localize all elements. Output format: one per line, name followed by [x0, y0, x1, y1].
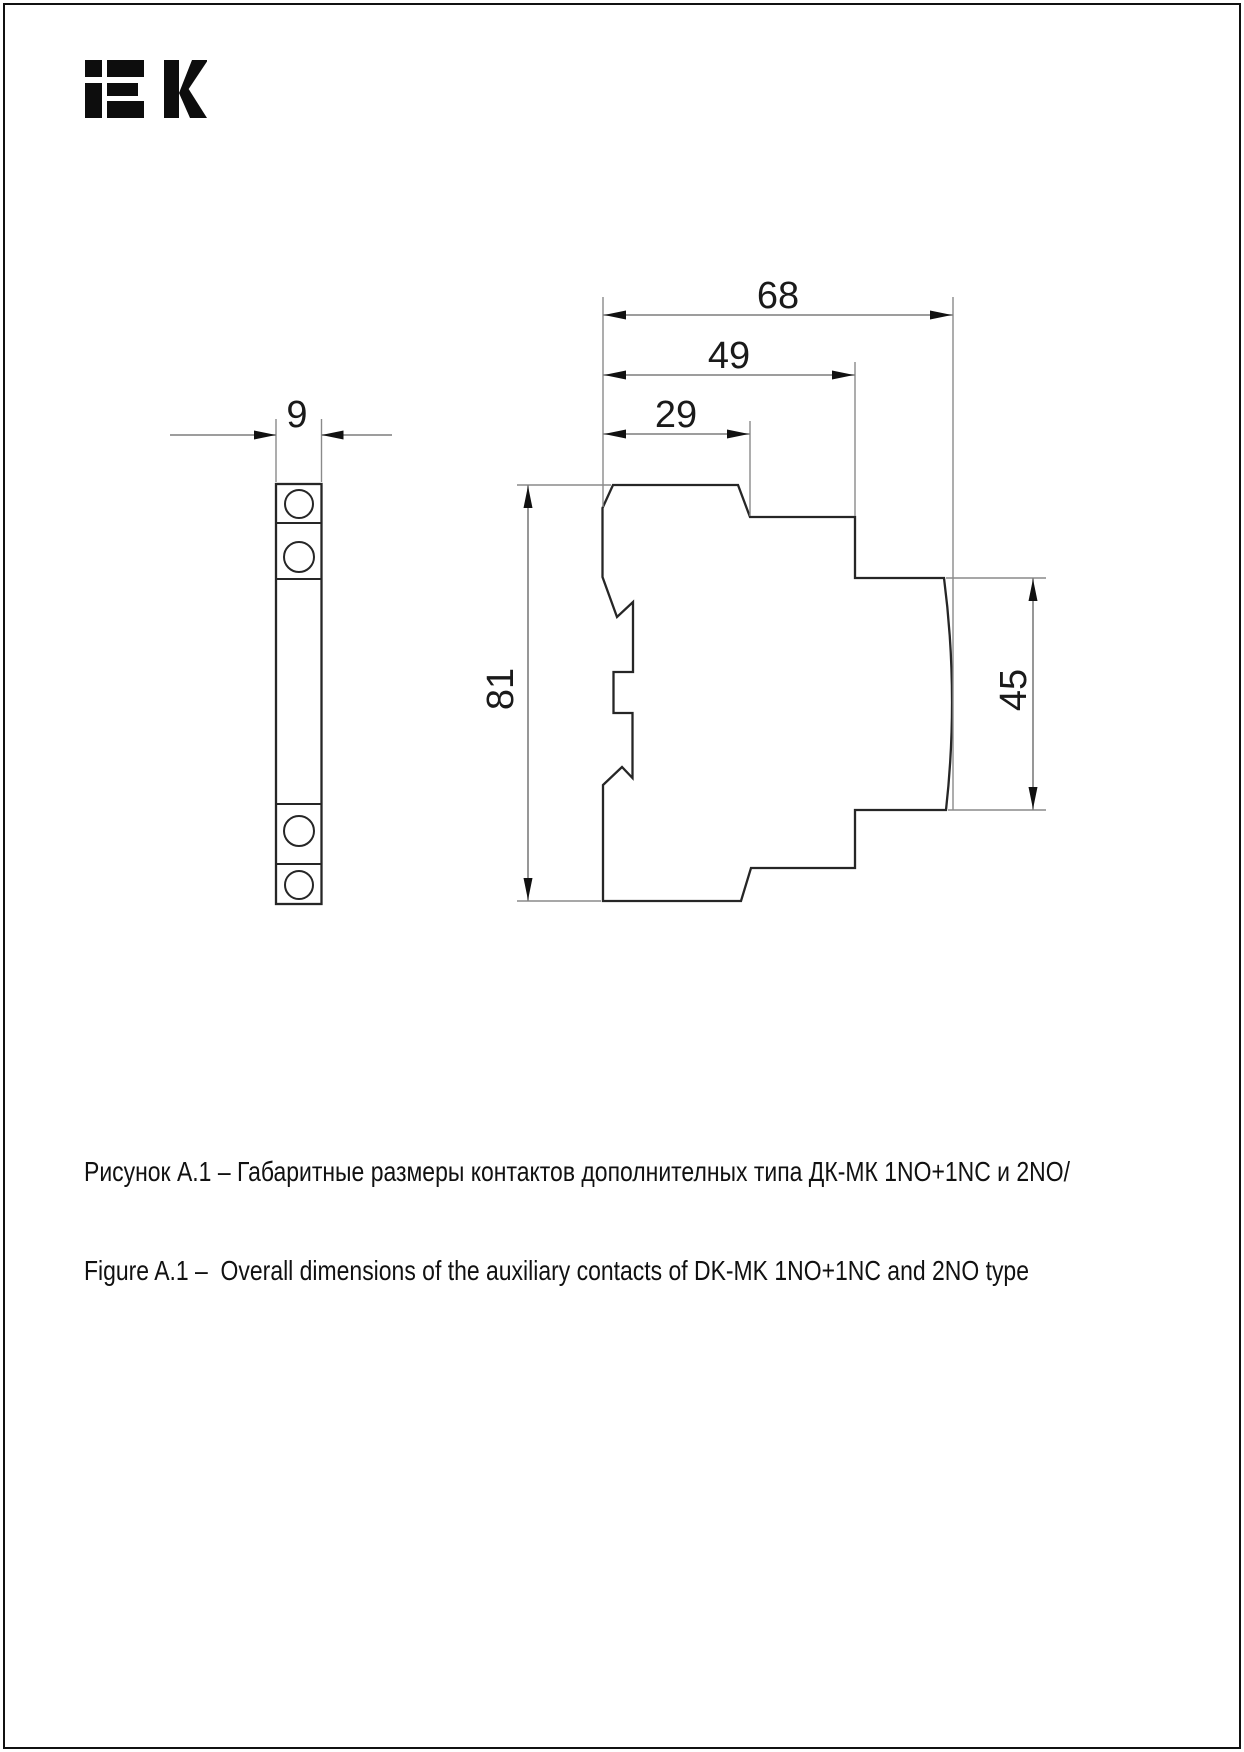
- arrowhead: [604, 430, 626, 439]
- caption-line-en: Figure A.1 – Overall dimensions of the auxiliary contacts of DK-MK 1NO+1NC and 2NO type: [84, 1255, 1029, 1286]
- caption-line-ru: Рисунок А.1 – Габаритные размеры контактов дополнителных типа ДК-МК 1NO+1NC и 2NO/: [84, 1156, 1070, 1187]
- arrowhead: [524, 486, 533, 508]
- arrowhead: [1029, 787, 1038, 809]
- arrowhead: [832, 371, 854, 380]
- dimension-label-49: 49: [707, 335, 751, 377]
- terminal-hole: [284, 542, 314, 572]
- dimension-label-45: 45: [993, 668, 1035, 712]
- terminal-hole: [285, 871, 313, 899]
- arrowhead: [727, 430, 749, 439]
- arrowhead: [1029, 579, 1038, 601]
- terminal-hole: [284, 816, 314, 846]
- dimension-9: [170, 394, 392, 482]
- front-view-outline: [276, 484, 322, 904]
- dimension-label-29: 29: [654, 394, 698, 436]
- dimension-68: [603, 275, 953, 810]
- arrowhead: [930, 311, 952, 320]
- arrowhead: [604, 311, 626, 320]
- dimension-81: [480, 485, 611, 901]
- dimension-49: [603, 335, 855, 516]
- arrowhead: [254, 431, 276, 440]
- dimension-label-81: 81: [480, 667, 522, 711]
- dimension-45: [946, 578, 1046, 810]
- arrowhead: [524, 878, 533, 900]
- arrowhead: [604, 371, 626, 380]
- dimension-29: [603, 394, 750, 516]
- arrowhead: [322, 431, 344, 440]
- side-view-profile: [603, 485, 953, 901]
- dimension-label-9: 9: [286, 394, 308, 436]
- terminal-hole: [285, 490, 313, 518]
- dimension-label-68: 68: [756, 275, 800, 317]
- side-view: [603, 485, 953, 901]
- front-view: [276, 484, 322, 904]
- figure-caption: [84, 1089, 1070, 1353]
